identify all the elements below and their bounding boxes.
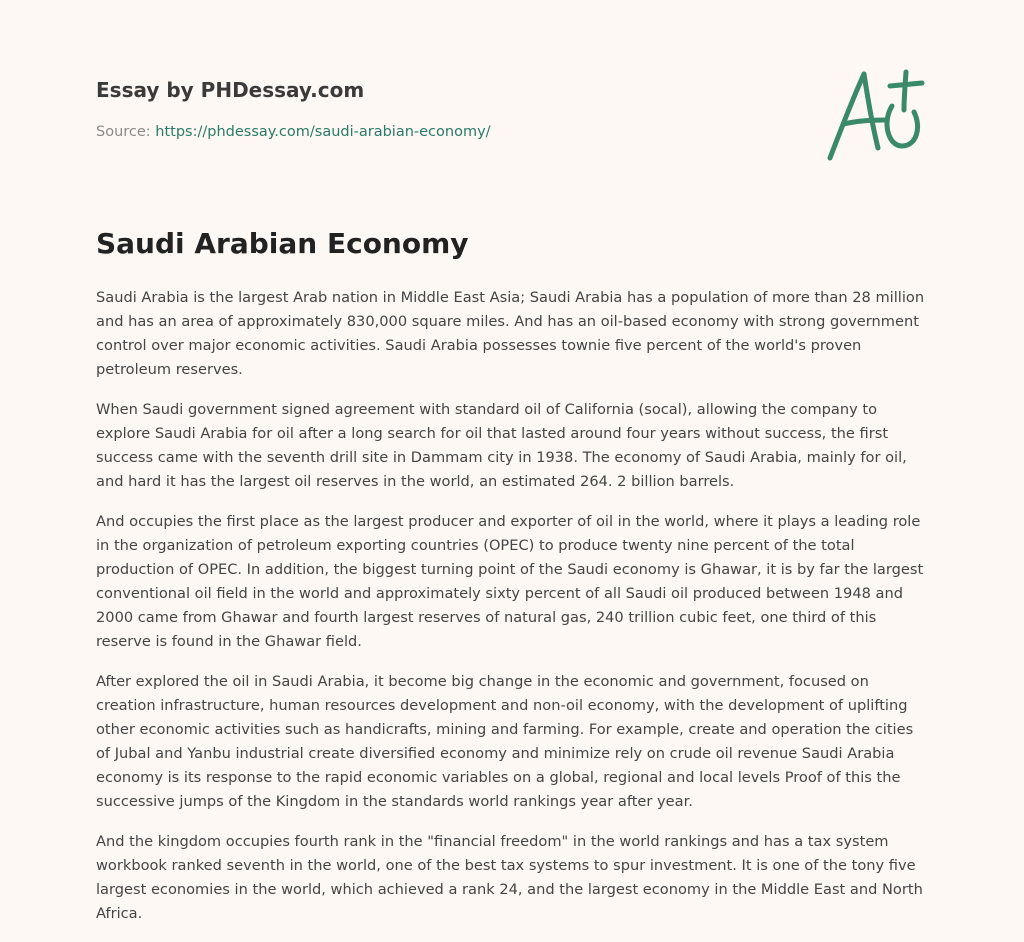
- essay-paragraph: And occupies the first place as the largest producer and exporter of oil in the world, where it plays a leading role in the organization of petroleum exporting countries (OPEC) to produce twenty nine percent of the total production of OPEC. In addition, the biggest turning point of the Saudi economy is Ghawar, it is by far the largest conventional oil field in the world and approximately sixty percent of all Saudi oil produced between 1948 and 2000 came from Ghawar and fourth largest reserves of natural gas, 240 trillion cubic feet, one third of this reserve is found in the Ghawar field.: [96, 513, 924, 650]
- essay-paragraph: And the kingdom occupies fourth rank in the "financial freedom" in the world rankings and has a tax system workbook ranked seventh in the world, one of the best tax systems to spur investment. It is one of the tony five largest economies in the world, which achieved a rank 24, and the largest economy in the Middle East and North Africa.: [96, 833, 923, 922]
- essay-paragraph: Saudi Arabia is the largest Arab nation in Middle East Asia; Saudi Arabia has a population of more than 28 million and has an area of approximately 830,000 square miles. And has an oil-based economy with strong government control over major economic activities. Saudi Arabia possesses townie five percent of the world's proven petroleum reserves.: [96, 289, 925, 378]
- source-link[interactable]: https://phdessay.com/saudi-arabian-economy/: [155, 124, 491, 140]
- site-title: Essay by PHDessay.com: [96, 78, 365, 102]
- source-label: Source:: [96, 124, 151, 140]
- a-plus-grade-logo: [818, 66, 930, 166]
- essay-title: Saudi Arabian Economy: [96, 227, 469, 260]
- essay-paragraph: After explored the oil in Saudi Arabia, it become big change in the economic and government, focused on creation infrastructure, human resources development and non-oil economy, with the development of uplifting other economic activities such as handicrafts, mining and farming. For example, create and operation the cities of Jubal and Yanbu industrial create diversified economy and minimize rely on crude oil revenue Saudi Arabia economy is its response to the rapid economic variables on a global, regional and local levels Proof of this the successive jumps of the Kingdom in the standards world rankings year after year.: [96, 673, 914, 810]
- essay-paragraph: When Saudi government signed agreement with standard oil of California (socal), allowing the company to explore Saudi Arabia for oil after a long search for oil that lasted around four years without success, the first success came with the seventh drill site in Dammam city in 1938. The economy of Saudi Arabia, mainly for oil, and hard it has the largest oil reserves in the world, an estimated 264. 2 billion barrels.: [96, 401, 907, 490]
- essay-body: [96, 286, 928, 942]
- essay-header: [96, 76, 696, 142]
- source-line: [96, 122, 696, 142]
